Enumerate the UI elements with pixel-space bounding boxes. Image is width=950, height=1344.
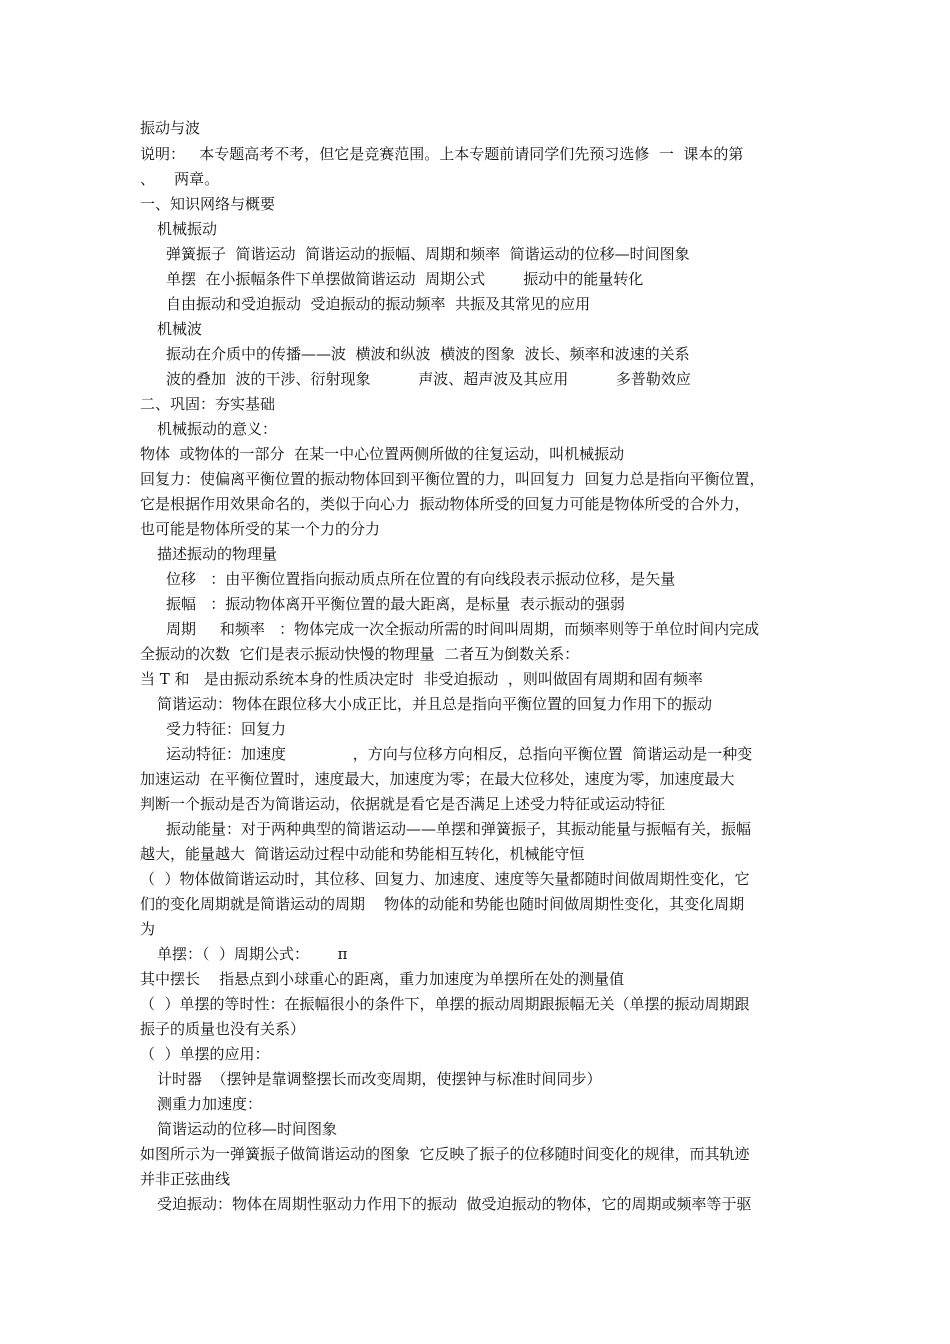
text-line: 并非正弦曲线 [140, 1170, 231, 1188]
subsection-heading: 机械振动 [157, 220, 218, 238]
text-line: 弹簧振子 简谐运动 简谐运动的振幅、周期和频率 简谐运动的位移—时间图象 [166, 245, 690, 263]
section-heading: 二、巩固：夯实基础 [140, 395, 276, 413]
text-line: 其中摆长 指悬点到小球重心的距离，重力加速度为单摆所在处的测量值 [140, 970, 625, 988]
text-line: 机械振动的意义： [157, 420, 278, 438]
text-line: 振动在介质中的传播——波 横波和纵波 横波的图象 波长、频率和波速的关系 [166, 345, 690, 363]
text-line: 振幅 ：振动物体离开平衡位置的最大距离，是标量 表示振动的强弱 [166, 595, 625, 613]
text-line: （ ）单摆的应用： [140, 1045, 270, 1063]
text-line: 也可能是物体所受的某一个力的分力 [140, 520, 381, 538]
subsection-heading: 简谐运动的位移—时间图象 [157, 1120, 338, 1138]
text-line: 单摆：（ ）周期公式： π [157, 945, 348, 963]
text-line: 振动能量：对于两种典型的简谐运动——单摆和弹簧振子，其振动能量与振幅有关，振幅 [166, 820, 752, 838]
document-title: 振动与波 [140, 119, 201, 137]
text-line: 周期 和频率 ：物体完成一次全振动所需的时间叫周期，而频率则等于单位时间内完成 [166, 620, 760, 638]
section-heading: 一、知识网络与概要 [140, 195, 276, 213]
text-line: 说明： 本专题高考不考，但它是竞赛范围。上本专题前请同学们先预习选修 一 课本的第 [140, 145, 744, 163]
text-line: 全振动的次数 它们是表示振动快慢的物理量 二者互为倒数关系： [140, 645, 580, 663]
text-line: 回复力：使偏离平衡位置的振动物体回到平衡位置的力，叫回复力 回复力总是指向平衡位置， [140, 470, 765, 488]
text-line: （ ）物体做简谐运动时，其位移、回复力、加速度、速度等矢量都随时间做周期性变化，它 [140, 870, 750, 888]
text-line: 越大，能量越大 简谐运动过程中动能和势能相互转化，机械能守恒 [140, 845, 585, 863]
text-line: 当 T 和 是由振动系统本身的性质决定时 非受迫振动 ，则叫做固有周期和固有频率 [140, 670, 703, 688]
text-line: （ ）单摆的等时性：在振幅很小的条件下，单摆的振动周期跟振幅无关（单摆的振动周期跟 [140, 995, 750, 1013]
text-line: 为 [140, 920, 156, 938]
subsection-heading: 机械波 [157, 320, 203, 338]
text-line: 运动特征：加速度 ，方向与位移方向相反，总指向平衡位置 简谐运动是一种变 [166, 745, 753, 763]
subsection-heading: 描述振动的物理量 [157, 545, 278, 563]
text-line: 受力特征：回复力 [166, 720, 287, 738]
text-line: 振子的质量也没有关系） [140, 1020, 306, 1038]
text-line: 测重力加速度： [157, 1095, 263, 1113]
text-line: 它是根据作用效果命名的，类似于向心力 振动物体所受的回复力可能是物体所受的合外力， [140, 495, 750, 513]
text-line: 加速运动 在平衡位置时，速度最大，加速度为零；在最大位移处，速度为零，加速度最大 [140, 770, 735, 788]
text-line: 们的变化周期就是简谐运动的周期 物体的动能和势能也随时间做周期性变化，其变化周期 [140, 895, 745, 913]
text-line: 位移 ：由平衡位置指向振动质点所在位置的有向线段表示振动位移，是矢量 [166, 570, 676, 588]
text-line: 简谐运动：物体在跟位移大小成正比，并且总是指向平衡位置的回复力作用下的振动 [157, 695, 713, 713]
text-line: 计时器 （摆钟是靠调整摆长而改变周期，使摆钟与标准时间同步） [157, 1070, 602, 1088]
text-line: 单摆 在小振幅条件下单摆做简谐运动 周期公式 振动中的能量转化 [166, 270, 644, 288]
text-line: 判断一个振动是否为简谐运动，依据就是看它是否满足上述受力特征或运动特征 [140, 795, 666, 813]
text-line: 、 两章。 [140, 170, 220, 188]
text-line: 如图所示为一弹簧振子做简谐运动的图象 它反映了振子的位移随时间变化的规律，而其轨迹 [140, 1145, 750, 1163]
text-line: 受迫振动：物体在周期性驱动力作用下的振动 做受迫振动的物体，它的周期或频率等于驱 [157, 1195, 752, 1213]
text-line: 自由振动和受迫振动 受迫振动的振动频率 共振及其常见的应用 [166, 295, 591, 313]
text-line: 物体 或物体的一部分 在某一中心位置两侧所做的往复运动，叫机械振动 [140, 445, 625, 463]
text-line: 波的叠加 波的干涉、衍射现象 声波、超声波及其应用 多普勒效应 [166, 370, 691, 388]
